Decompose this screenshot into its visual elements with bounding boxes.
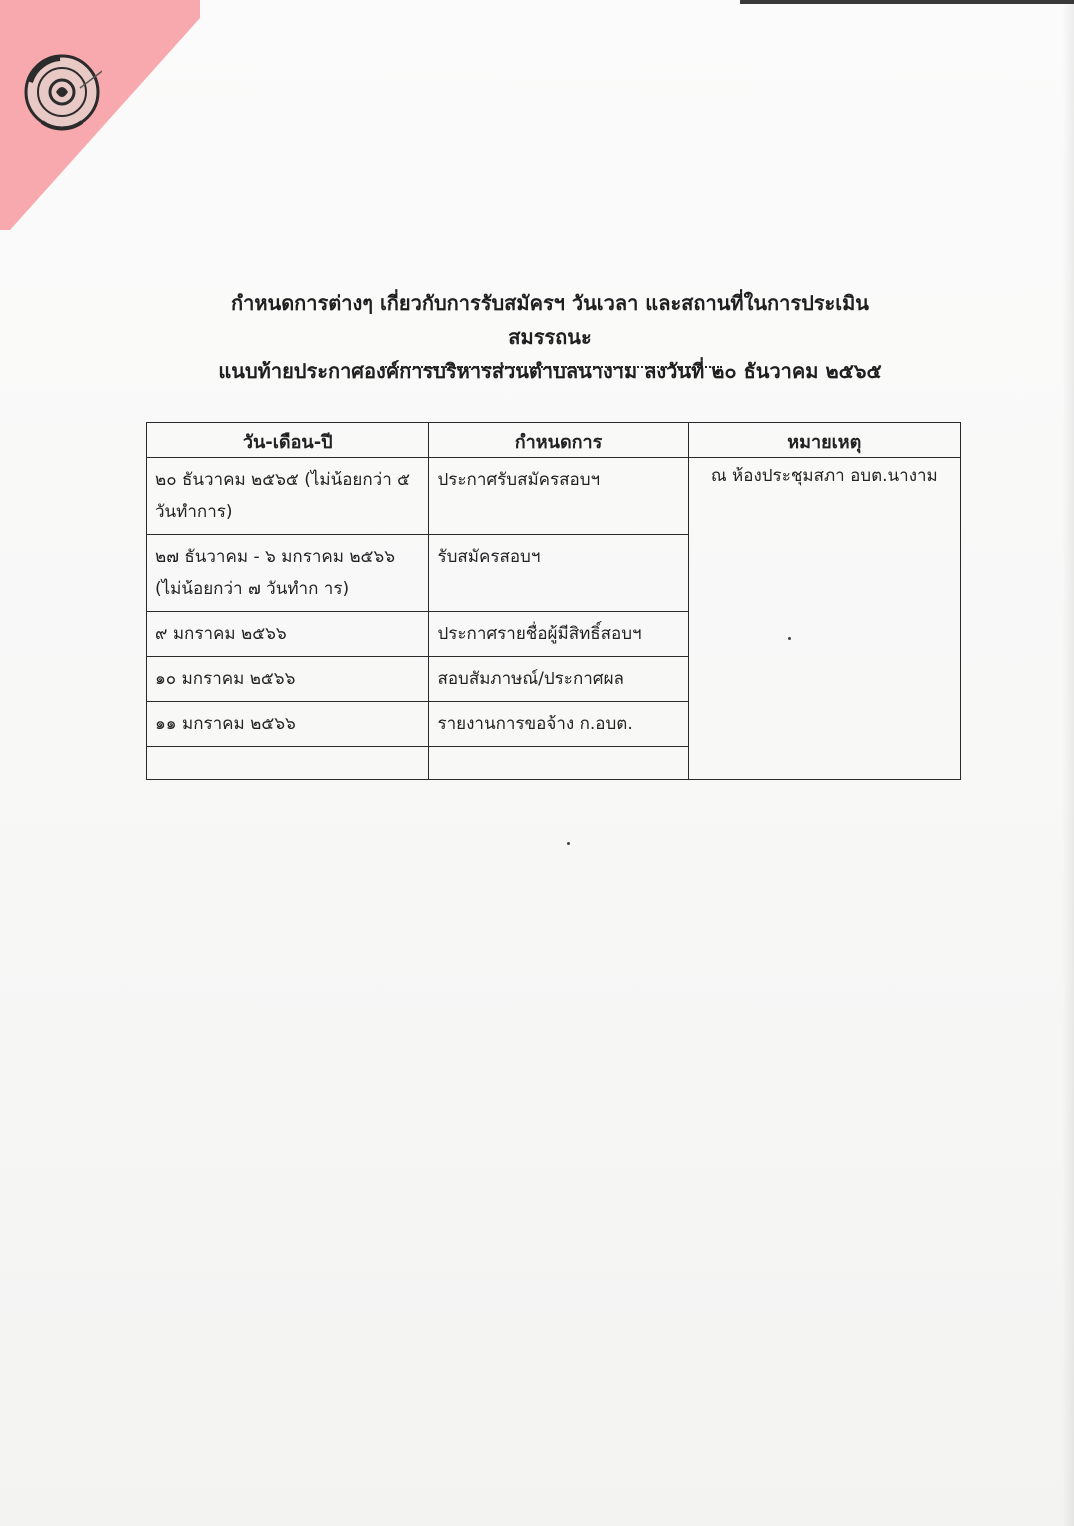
dotted-separator — [382, 366, 722, 370]
header-date: วัน-เดือน-ปี — [147, 423, 429, 458]
row-date: ๑๑ มกราคม ๒๕๖๖ — [147, 702, 429, 747]
table-header-row — [147, 423, 961, 458]
row-date: ๑๐ มกราคม ๒๕๖๖ — [147, 657, 429, 702]
row-date — [147, 747, 429, 780]
row-activity: ประกาศรายชื่อผู้มีสิทธิ์สอบฯ — [429, 612, 688, 657]
header-note: หมายเหตุ — [688, 423, 960, 458]
row-activity: รายงานการขอจ้าง ก.อบต. — [429, 702, 688, 747]
row-activity: รับสมัครสอบฯ — [429, 535, 688, 612]
stray-mark — [788, 637, 791, 640]
row-activity — [429, 747, 688, 780]
document-title — [200, 286, 900, 388]
row-date: ๙ มกราคม ๒๕๖๖ — [147, 612, 429, 657]
official-seal-icon — [22, 52, 102, 132]
table-row — [147, 458, 961, 535]
row-activity: ประกาศรับสมัครสอบฯ — [429, 458, 688, 535]
title-line-1: กำหนดการต่างๆ เกี่ยวกับการรับสมัครฯ วันเวลา และสถานที่ในการประเมินสมรรถนะ — [231, 291, 869, 349]
stray-mark — [567, 842, 570, 845]
row-date: ๒๐ ธันวาคม ๒๕๖๕ (ไม่น้อยกว่า ๕ วันทำการ) — [147, 458, 429, 535]
schedule-table — [146, 422, 961, 780]
page-edge-shadow — [1062, 0, 1074, 1526]
top-edge-strip — [740, 0, 1074, 4]
note-cell: ณ ห้องประชุมสภา อบต.นางาม — [688, 458, 960, 780]
row-activity: สอบสัมภาษณ์/ประกาศผล — [429, 657, 688, 702]
title-line-2: แนบท้ายประกาศองค์การบริหารส่วนตำบลนางาม ลงวันที่ ๒๐ ธันวาคม ๒๕๖๕ — [218, 359, 882, 383]
header-activity: กำหนดการ — [429, 423, 688, 458]
row-date: ๒๗ ธันวาคม - ๖ มกราคม ๒๕๖๖ (ไม่น้อยกว่า ๗ วันทำก าร) — [147, 535, 429, 612]
